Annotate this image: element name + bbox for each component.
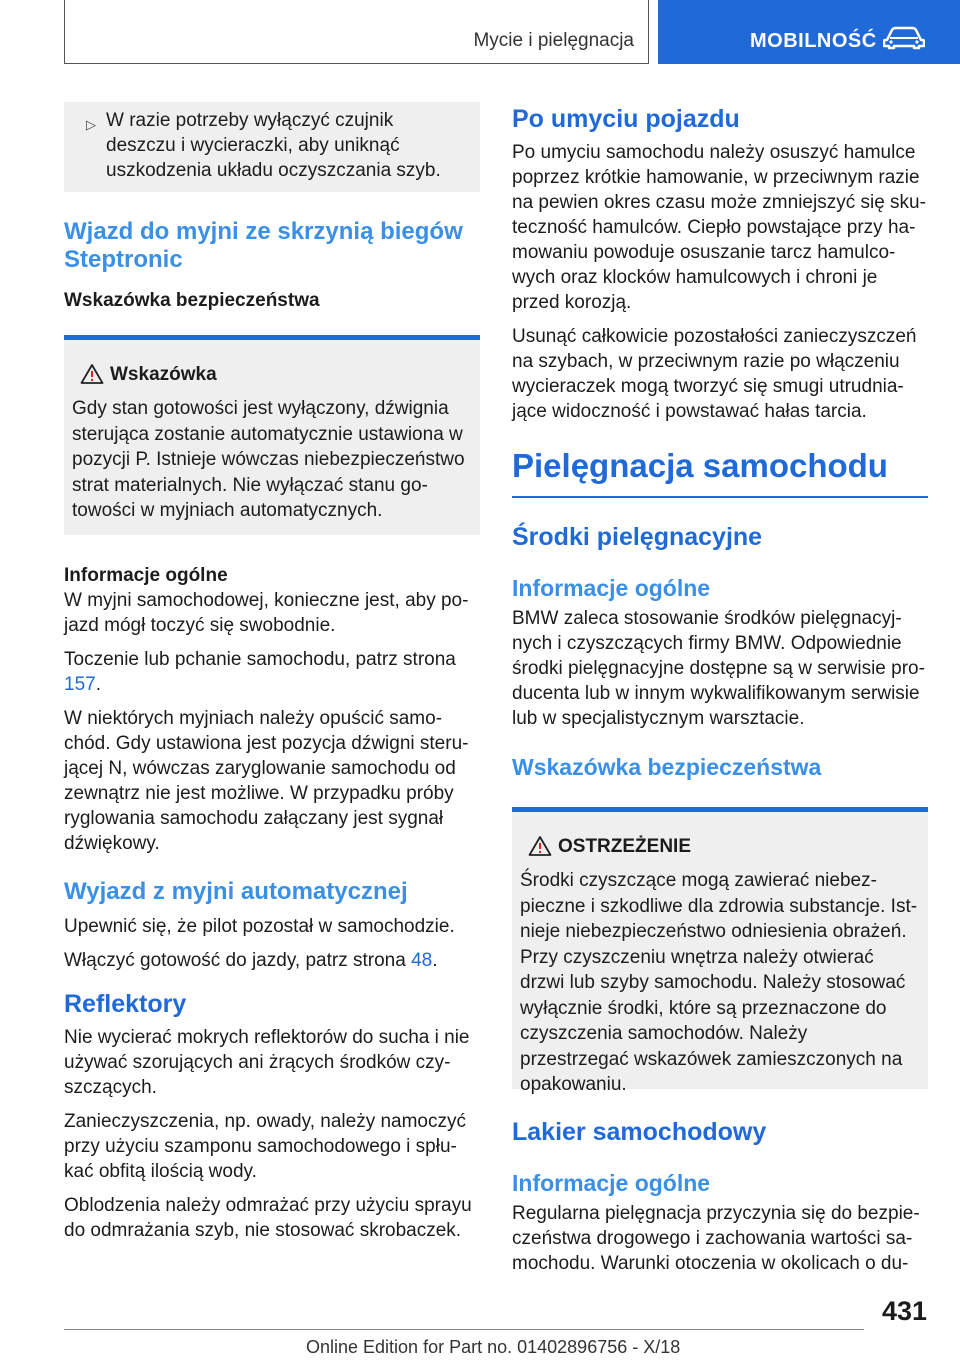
heading-after-wash: Po umyciu pojazdu (512, 105, 740, 133)
heading-paint: Lakier samochodowy (512, 1118, 767, 1146)
page-link-48[interactable]: 48 (411, 950, 433, 971)
paragraph-text: . (95, 674, 101, 695)
page-link-157[interactable]: 157 (64, 674, 96, 695)
paragraph-text: Włączyć gotowość do jazdy, patrz strona (64, 950, 412, 971)
paragraph-text: . (432, 950, 438, 971)
heading-general-info: Informacje ogólne (512, 575, 711, 601)
paragraph-ready-ref (64, 948, 480, 973)
subheading-safety: Wskazówka bezpieczeństwa (64, 290, 320, 311)
warning-text: Środki czyszczące mogą zawierać niebezpieczne i szkodliwe dla zdrowia substancje. Istnieje niebezpieczeństwo odniesienia obrażeń. Przy czyszczeniu wnętrza należy otwierać drzwi lub szyby samochodu. Należy stosować wyłącznie środki, które są przeznaczone do czyszczenia samochodów. Należy przestrzegać wskazówek zamieszczonych na opakowaniu. (520, 870, 918, 1095)
paragraph: W myjni samochodowej, konieczne jest, aby pojazd mógł toczyć się swobodnie. (64, 590, 469, 636)
warning-header (520, 834, 920, 860)
warning-triangle-icon (528, 835, 552, 857)
heading-underline (512, 496, 928, 498)
note-text: W razie potrzeby wyłączyć czujnik deszczu i wycieraczki, aby uniknąć uszkodzenia układu oczyszczania szyb. (106, 110, 441, 181)
footer-edition: Online Edition for Part no. 01402896756 - X/18 (306, 1337, 681, 1357)
paragraph: Po umyciu samochodu należy osuszyć hamulce poprzez krótkie hamowanie, w przeciwnym razie na pewien okres czasu może zmniejszyć się skuteczność hamulców. Ciepło powstające przy hamowaniu powoduje osuszanie tarcz hamulcowych oraz klocków hamulcowych i chroni je przed korozją. (512, 142, 926, 313)
warning-text: Gdy stan gotowości jest wyłączony, dźwignia sterująca zostanie automatycznie ustawiona w pozycji P. Istnieje wówczas niebezpieczeństwo strat materialnych. Nie wyłączać stanu gotowości w myjniach automatycznych. (72, 398, 465, 521)
paragraph: Regularna pielęgnacja przyczynia się do bezpieczeństwa drogowego i zachowania wartości samochodu. Warunki otoczenia w okolicach o du- (512, 1203, 920, 1274)
header-section-box (658, 0, 960, 64)
paragraph-push-ref (64, 647, 480, 697)
header-title-box (64, 0, 649, 64)
note-box (64, 102, 480, 192)
subheading-general-info: Informacje ogólne (64, 565, 228, 586)
left-column (64, 102, 480, 1252)
heading-steptronic: Wjazd do myjni ze skrzynią biegów Steptronic (64, 218, 463, 273)
warning-triangle-icon (80, 363, 104, 385)
right-column (512, 102, 928, 1285)
page-number: 431 (882, 1296, 928, 1326)
paragraph: Upewnić się, że pilot pozostał w samochodzie. (64, 916, 455, 937)
paragraph: W niektórych myjniach należy opuścić samochód. Gdy ustawiona jest pozycja dźwigni sterującej N, wówczas zaryglowanie samochodu od zewnątrz nie jest możliwe. W przypadku próby ryglowania samochodu załączany jest sygnał dźwiękowy. (64, 708, 469, 854)
paragraph: BMW zaleca stosowanie środków pielęgnacyjnych i czyszczących firmy BMW. Odpowiednie środki pielęgnacyjne dostępne są w serwisie producenta lub w innym wykwalifikowanym serwisie lub w specjalistycznym warsztacie. (512, 608, 925, 729)
warning-header (72, 362, 472, 388)
warning-box (512, 807, 928, 1095)
paragraph-text: Toczenie lub pchanie samochodu, patrz strona (64, 649, 456, 670)
heading-care-products: Środki pielęgnacyjne (512, 523, 763, 551)
paragraph: Nie wycierać mokrych reflektorów do sucha i nie używać szorujących ani żrących środków czyszczących. (64, 1027, 470, 1098)
triangle-bullet-icon: ▷ (86, 117, 96, 132)
warning-title: Wskazówka (110, 364, 217, 385)
heading-car-care: Pielęgnacja samochodu (512, 447, 888, 484)
paragraph: Usunąć całkowicie pozostałości zanieczyszczeń na szybach, w przeciwnym razie po włączeniu wycieraczek mogą tworzyć się smugi utrudniające widoczność i powstawać hałas tarcia. (512, 326, 917, 422)
header-section-label: MOBILNOŚĆ (750, 30, 877, 52)
heading-headlights: Reflektory (64, 990, 187, 1018)
paragraph: Oblodzenia należy odmrażać przy użyciu sprayu do odmrażania szyb, nie stosować skrobaczek. (64, 1195, 472, 1241)
car-icon (883, 26, 925, 50)
heading-exit-carwash: Wyjazd z myjni automatycznej (64, 878, 408, 905)
footer-divider (64, 1329, 864, 1330)
heading-general-info: Informacje ogólne (512, 1170, 711, 1196)
heading-safety: Wskazówka bezpieczeństwa (512, 754, 822, 780)
header-title: Mycie i pielęgnacja (473, 30, 634, 51)
paragraph: Zanieczyszczenia, np. owady, należy namoczyć przy użyciu szamponu samochodowego i spłukać obfitą ilością wody. (64, 1111, 466, 1182)
warning-box (64, 335, 480, 535)
warning-title: OSTRZEŻENIE (558, 836, 692, 857)
